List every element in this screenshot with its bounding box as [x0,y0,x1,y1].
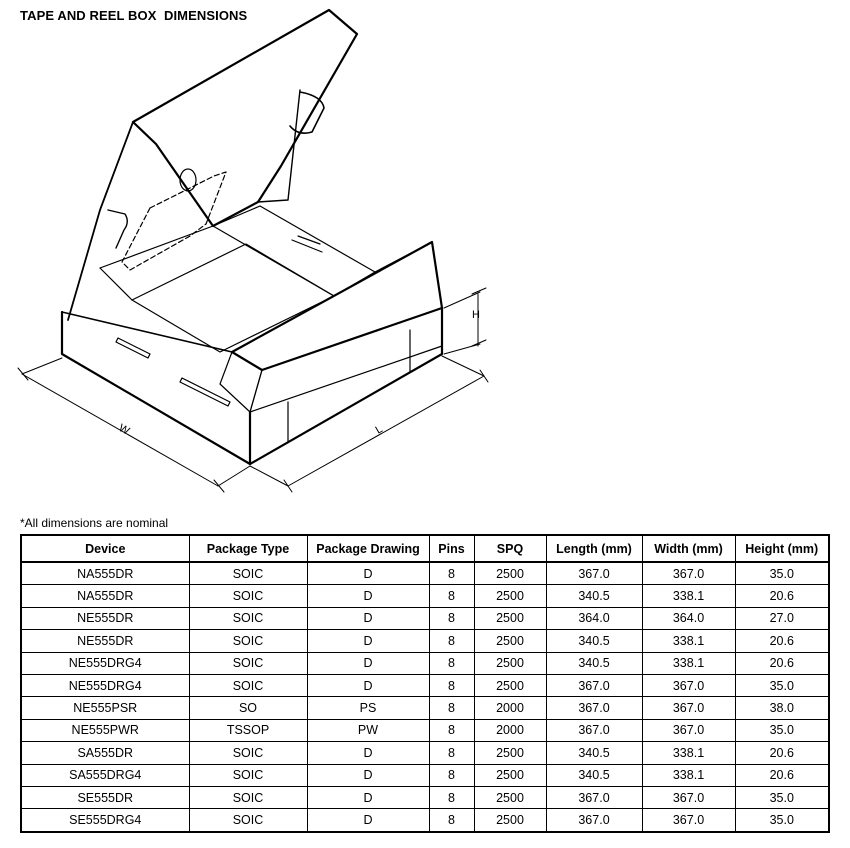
cell-spq: 2500 [474,630,546,652]
cell-length: 367.0 [546,562,642,585]
cell-length: 367.0 [546,809,642,832]
cell-spq: 2000 [474,697,546,719]
cell-length: 367.0 [546,674,642,696]
table-row [21,697,829,719]
cell-length: 340.5 [546,630,642,652]
cell-length: 340.5 [546,652,642,674]
lid-left-tab [108,210,127,248]
cell-pins: 8 [429,652,474,674]
dimensions-note: *All dimensions are nominal [20,516,169,530]
table-row [21,607,829,629]
box-top-rim [62,312,232,352]
dim-l-line [288,376,484,486]
cell-device: NE555PSR [21,697,189,719]
cell-package-type: SOIC [189,562,307,585]
cell-package-drawing: D [307,652,429,674]
slot [116,338,150,358]
cell-height: 20.6 [735,585,829,607]
table-row [21,742,829,764]
lid-inner-edge [133,122,156,144]
cell-package-type: SOIC [189,764,307,786]
col-header-pins: Pins [429,535,474,562]
col-header-package-drawing: Package Drawing [307,535,429,562]
cell-pins: 8 [429,630,474,652]
cell-spq: 2500 [474,607,546,629]
cell-width: 338.1 [642,764,735,786]
cell-width: 367.0 [642,786,735,808]
cell-package-drawing: D [307,674,429,696]
cell-package-drawing: D [307,764,429,786]
cell-height: 38.0 [735,697,829,719]
cell-height: 35.0 [735,786,829,808]
cell-package-type: SO [189,697,307,719]
cell-package-drawing: D [307,585,429,607]
cell-package-type: SOIC [189,786,307,808]
cell-length: 340.5 [546,742,642,764]
page-title: TAPE AND REEL BOX DIMENSIONS [20,8,248,23]
cell-package-drawing: D [307,630,429,652]
cell-package-drawing: D [307,809,429,832]
dim-label-w: W [116,422,132,438]
cell-height: 20.6 [735,652,829,674]
box-right-wall [250,308,442,464]
cell-package-type: SOIC [189,607,307,629]
cell-pins: 8 [429,809,474,832]
table-row [21,585,829,607]
cell-spq: 2500 [474,652,546,674]
cell-spq: 2500 [474,674,546,696]
cell-width: 367.0 [642,674,735,696]
slot [298,236,320,244]
cell-height: 20.6 [735,742,829,764]
cell-device: SA555DR [21,742,189,764]
cell-width: 367.0 [642,809,735,832]
cell-device: SE555DRG4 [21,809,189,832]
cell-package-type: SOIC [189,674,307,696]
lid-hole [180,169,196,191]
cell-pins: 8 [429,697,474,719]
cell-device: NE555DR [21,630,189,652]
table-row [21,630,829,652]
cell-width: 367.0 [642,562,735,585]
cell-package-drawing: PW [307,719,429,741]
cell-package-type: SOIC [189,585,307,607]
table-header-row [21,535,829,562]
lid-left-side [68,122,133,320]
cell-package-type: SOIC [189,742,307,764]
col-header-device: Device [21,535,189,562]
cell-height: 20.6 [735,764,829,786]
table-row [21,719,829,741]
cell-width: 364.0 [642,607,735,629]
cell-width: 367.0 [642,697,735,719]
cell-device: NE555DR [21,607,189,629]
cell-spq: 2500 [474,742,546,764]
cell-height: 35.0 [735,562,829,585]
cell-height: 27.0 [735,607,829,629]
cell-spq: 2500 [474,562,546,585]
cell-package-drawing: PS [307,697,429,719]
cell-package-drawing: D [307,786,429,808]
cell-length: 367.0 [546,786,642,808]
cell-width: 338.1 [642,742,735,764]
cell-length: 367.0 [546,697,642,719]
cell-pins: 8 [429,562,474,585]
table-row [21,809,829,832]
cell-height: 35.0 [735,719,829,741]
cell-device: SE555DR [21,786,189,808]
cell-width: 338.1 [642,652,735,674]
box-back-edge [100,206,375,272]
cell-device: NE555DRG4 [21,674,189,696]
cell-length: 340.5 [546,585,642,607]
cell-width: 338.1 [642,585,735,607]
cell-device: NE555DRG4 [21,652,189,674]
cell-height: 35.0 [735,809,829,832]
cell-spq: 2500 [474,585,546,607]
table-row [21,674,829,696]
cell-width: 338.1 [642,630,735,652]
cell-package-drawing: D [307,742,429,764]
cell-pins: 8 [429,764,474,786]
cell-device: SA555DRG4 [21,764,189,786]
cell-package-type: SOIC [189,630,307,652]
cell-length: 367.0 [546,719,642,741]
cell-package-drawing: D [307,607,429,629]
cell-length: 340.5 [546,764,642,786]
slot [180,378,230,406]
cell-device: NE555PWR [21,719,189,741]
table-row [21,652,829,674]
cell-spq: 2500 [474,786,546,808]
col-header-width: Width (mm) [642,535,735,562]
box-dimensions-table [20,534,830,833]
cell-length: 364.0 [546,607,642,629]
cell-device: NA555DR [21,562,189,585]
box-lid [133,10,357,226]
col-header-length: Length (mm) [546,535,642,562]
dim-label-h: H [472,309,480,321]
cell-pins: 8 [429,607,474,629]
dim-label-l: L [373,423,385,437]
cell-spq: 2500 [474,764,546,786]
cell-spq: 2500 [474,809,546,832]
col-header-height: Height (mm) [735,535,829,562]
col-header-package-type: Package Type [189,535,307,562]
cell-pins: 8 [429,585,474,607]
cell-width: 367.0 [642,719,735,741]
cell-pins: 8 [429,719,474,741]
cell-package-type: SOIC [189,652,307,674]
cell-device: NA555DR [21,585,189,607]
cell-height: 20.6 [735,630,829,652]
cell-pins: 8 [429,674,474,696]
cell-package-type: SOIC [189,809,307,832]
table-row [21,786,829,808]
cell-pins: 8 [429,742,474,764]
col-header-spq: SPQ [474,535,546,562]
cell-package-type: TSSOP [189,719,307,741]
table-row [21,764,829,786]
cell-spq: 2000 [474,719,546,741]
cell-height: 35.0 [735,674,829,696]
table-row [21,562,829,585]
cell-pins: 8 [429,786,474,808]
cell-package-drawing: D [307,562,429,585]
